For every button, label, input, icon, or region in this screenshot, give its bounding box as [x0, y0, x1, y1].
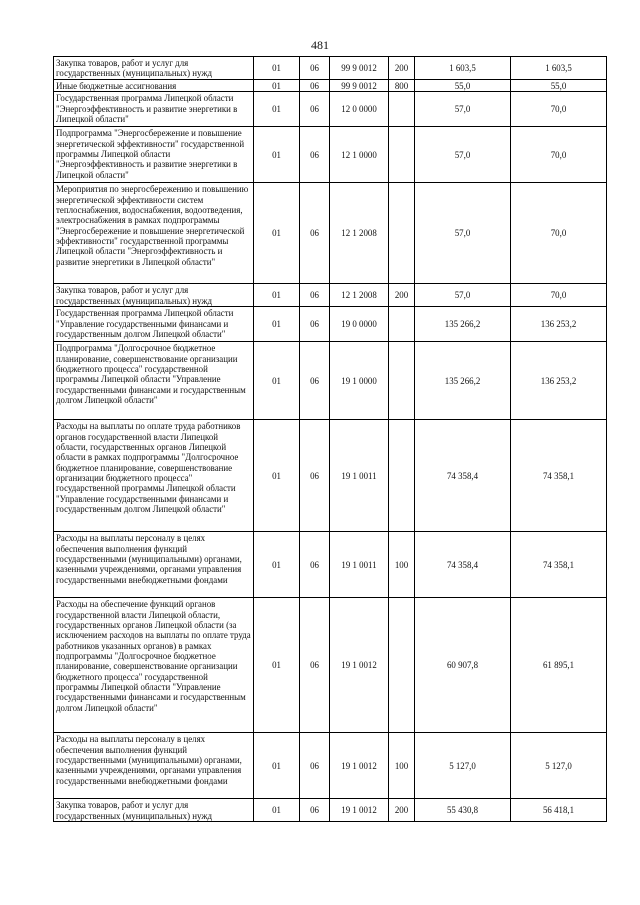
expense-type-code: 100 — [389, 532, 415, 598]
table-row — [54, 92, 607, 127]
subsection-code: 06 — [300, 799, 330, 822]
table-row — [54, 183, 607, 284]
expense-type-code: 200 — [389, 57, 415, 80]
target-article-code: 99 9 0012 — [330, 80, 389, 92]
amount-year-2: 61 895,1 — [511, 598, 607, 733]
subsection-code: 06 — [300, 92, 330, 127]
subsection-code: 06 — [300, 733, 330, 799]
amount-year-1: 135 266,2 — [415, 342, 511, 420]
amount-year-1: 1 603,5 — [415, 57, 511, 80]
row-description: Закупка товаров, работ и услуг для государственных (муниципальных) нужд — [54, 799, 254, 822]
expense-type-code — [389, 183, 415, 284]
target-article-code: 19 1 0012 — [330, 799, 389, 822]
budget-table — [53, 56, 607, 822]
amount-year-2: 56 418,1 — [511, 799, 607, 822]
row-description: Подпрограмма "Энергосбережение и повышение энергетической эффективности" государственной программы Липецкой области "Энергоэффективность и развитие энергетики в Липецкой области" — [54, 127, 254, 183]
amount-year-1: 74 358,4 — [415, 532, 511, 598]
expense-type-code: 200 — [389, 284, 415, 307]
amount-year-2: 70,0 — [511, 284, 607, 307]
amount-year-1: 57,0 — [415, 127, 511, 183]
amount-year-2: 1 603,5 — [511, 57, 607, 80]
subsection-code: 06 — [300, 80, 330, 92]
table-row — [54, 799, 607, 822]
budget-table-body — [54, 57, 607, 822]
amount-year-2: 70,0 — [511, 127, 607, 183]
row-description: Расходы на выплаты по оплате труда работников органов государственной власти Липецкой области, государственных органов Липецкой области в рамках подпрограммы "Долгосрочное бюджетное планирование, совершенствование организации бюджетного процесса" государственной программы Липецкой области "Управление государственными финансами и государственным долгом Липецкой области" — [54, 420, 254, 532]
amount-year-1: 55 430,8 — [415, 799, 511, 822]
subsection-code: 06 — [300, 183, 330, 284]
table-row — [54, 127, 607, 183]
table-row — [54, 284, 607, 307]
row-description: Расходы на выплаты персоналу в целях обеспечения выполнения функций государственными (муниципальными) органами, казенными учреждениями, органами управления государственными внебюджетными фондами — [54, 532, 254, 598]
section-code: 01 — [254, 57, 300, 80]
target-article-code: 19 1 0012 — [330, 598, 389, 733]
section-code: 01 — [254, 284, 300, 307]
subsection-code: 06 — [300, 127, 330, 183]
target-article-code: 12 1 2008 — [330, 284, 389, 307]
subsection-code: 06 — [300, 307, 330, 342]
table-row — [54, 532, 607, 598]
section-code: 01 — [254, 532, 300, 598]
row-description: Мероприятия по энергосбережению и повышению энергетической эффективности систем теплоснабжения, водоснабжения, водоотведения, электроснабжения в рамках подпрограммы "Энергосбережение и повышение энергетической эффективности" государственной программы Липецкой области "Энергоэффективность и развитие энергетики в Липецкой области" — [54, 183, 254, 284]
expense-type-code — [389, 420, 415, 532]
section-code: 01 — [254, 799, 300, 822]
page-number: 481 — [311, 38, 329, 52]
amount-year-2: 74 358,1 — [511, 420, 607, 532]
target-article-code: 12 1 0000 — [330, 127, 389, 183]
table-row — [54, 420, 607, 532]
section-code: 01 — [254, 127, 300, 183]
target-article-code: 12 1 2008 — [330, 183, 389, 284]
amount-year-2: 136 253,2 — [511, 307, 607, 342]
section-code: 01 — [254, 307, 300, 342]
target-article-code: 19 0 0000 — [330, 307, 389, 342]
table-row — [54, 80, 607, 92]
amount-year-2: 55,0 — [511, 80, 607, 92]
amount-year-1: 60 907,8 — [415, 598, 511, 733]
section-code: 01 — [254, 342, 300, 420]
table-row — [54, 733, 607, 799]
table-row — [54, 598, 607, 733]
section-code: 01 — [254, 80, 300, 92]
subsection-code: 06 — [300, 420, 330, 532]
target-article-code: 19 1 0011 — [330, 532, 389, 598]
section-code: 01 — [254, 598, 300, 733]
amount-year-1: 5 127,0 — [415, 733, 511, 799]
expense-type-code: 100 — [389, 733, 415, 799]
target-article-code: 12 0 0000 — [330, 92, 389, 127]
expense-type-code — [389, 127, 415, 183]
expense-type-code — [389, 342, 415, 420]
row-description: Закупка товаров, работ и услуг для государственных (муниципальных) нужд — [54, 284, 254, 307]
target-article-code: 19 1 0000 — [330, 342, 389, 420]
section-code: 01 — [254, 183, 300, 284]
amount-year-1: 55,0 — [415, 80, 511, 92]
amount-year-2: 74 358,1 — [511, 532, 607, 598]
expense-type-code — [389, 92, 415, 127]
table-row — [54, 57, 607, 80]
amount-year-1: 57,0 — [415, 92, 511, 127]
target-article-code: 19 1 0011 — [330, 420, 389, 532]
subsection-code: 06 — [300, 57, 330, 80]
subsection-code: 06 — [300, 532, 330, 598]
row-description: Подпрограмма "Долгосрочное бюджетное планирование, совершенствование организации бюджетного процесса" государственной программы Липецкой области "Управление государственными финансами и государственным долгом Липецкой области" — [54, 342, 254, 420]
row-description: Государственная программа Липецкой области "Управление государственными финансами и государственным долгом Липецкой области" — [54, 307, 254, 342]
subsection-code: 06 — [300, 284, 330, 307]
amount-year-2: 70,0 — [511, 92, 607, 127]
target-article-code: 19 1 0012 — [330, 733, 389, 799]
amount-year-1: 74 358,4 — [415, 420, 511, 532]
table-row — [54, 342, 607, 420]
row-description: Иные бюджетные ассигнования — [54, 80, 254, 92]
amount-year-1: 57,0 — [415, 183, 511, 284]
amount-year-2: 5 127,0 — [511, 733, 607, 799]
amount-year-2: 136 253,2 — [511, 342, 607, 420]
row-description: Расходы на обеспечение функций органов государственной власти Липецкой области, государственных органов Липецкой области (за исключением расходов на выплаты по оплате труда работников указанных органов) в рамках подпрограммы "Долгосрочное бюджетное планирование, совершенствование организации бюджетного процесса" государственной программы Липецкой области "Управление государственными финансами и государственным долгом Липецкой области" — [54, 598, 254, 733]
amount-year-1: 135 266,2 — [415, 307, 511, 342]
section-code: 01 — [254, 420, 300, 532]
target-article-code: 99 9 0012 — [330, 57, 389, 80]
expense-type-code: 200 — [389, 799, 415, 822]
expense-type-code: 800 — [389, 80, 415, 92]
expense-type-code — [389, 307, 415, 342]
row-description: Закупка товаров, работ и услуг для государственных (муниципальных) нужд — [54, 57, 254, 80]
section-code: 01 — [254, 733, 300, 799]
subsection-code: 06 — [300, 342, 330, 420]
section-code: 01 — [254, 92, 300, 127]
row-description: Расходы на выплаты персоналу в целях обеспечения выполнения функций государственными (муниципальными) органами, казенными учреждениями, органами управления государственными внебюджетными фондами — [54, 733, 254, 799]
amount-year-2: 70,0 — [511, 183, 607, 284]
expense-type-code — [389, 598, 415, 733]
amount-year-1: 57,0 — [415, 284, 511, 307]
row-description: Государственная программа Липецкой области "Энергоэффективность и развитие энергетики в Липецкой области" — [54, 92, 254, 127]
table-row — [54, 307, 607, 342]
subsection-code: 06 — [300, 598, 330, 733]
